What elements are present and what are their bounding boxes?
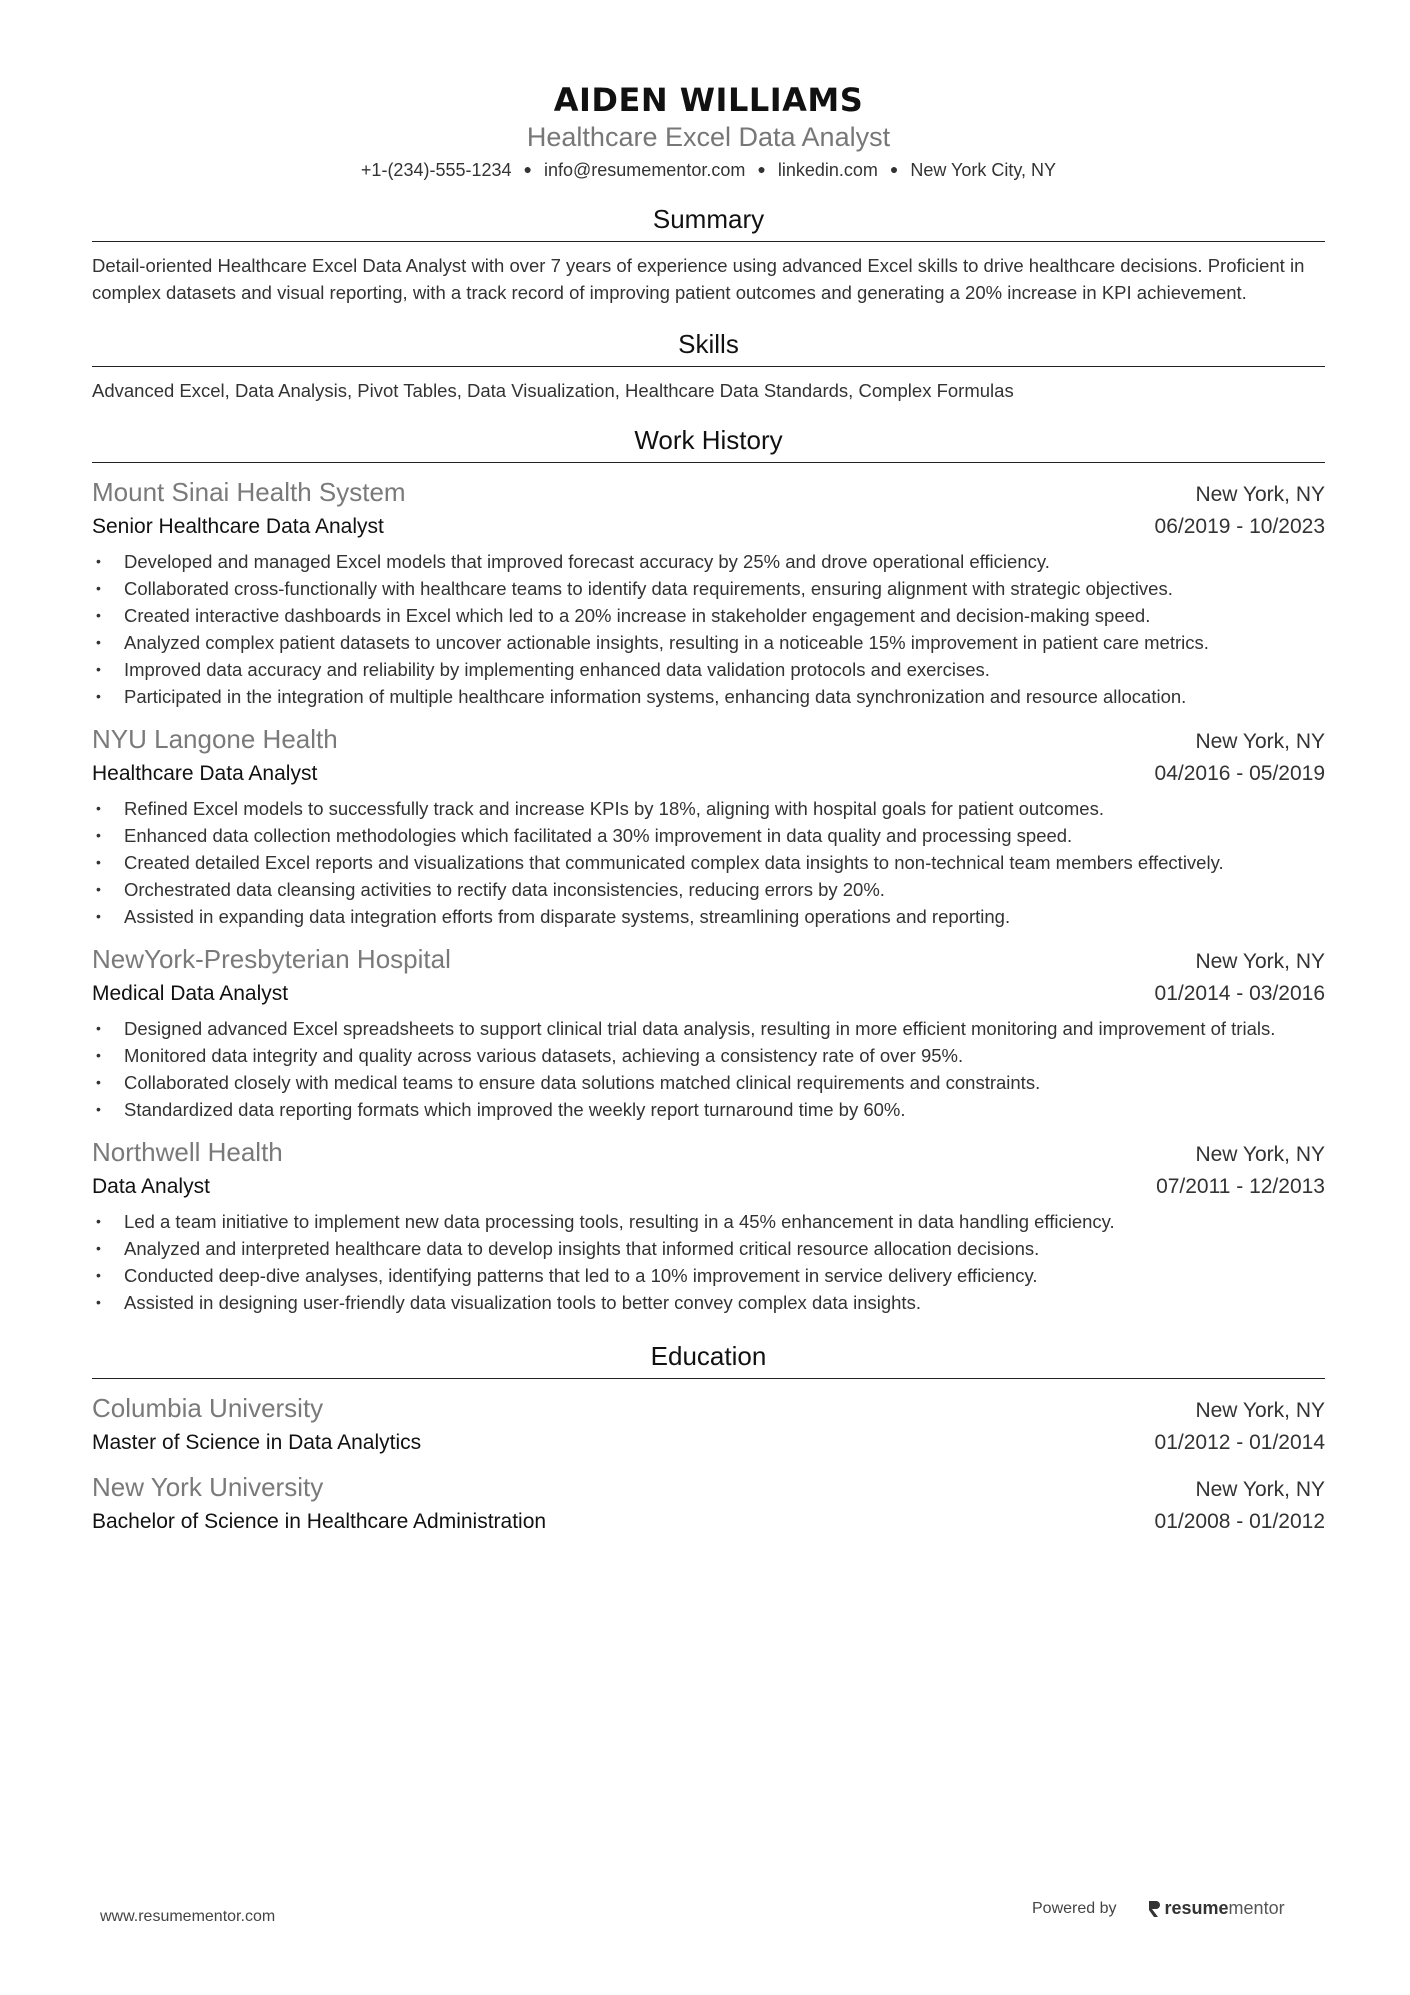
- job-header-row: [92, 1135, 1325, 1172]
- job-dates: 01/2014 - 03/2016: [1154, 982, 1325, 1005]
- job-bullet-list: [92, 1208, 1325, 1316]
- company-name: Northwell Health: [92, 1137, 283, 1167]
- section-title-summary: Summary: [652, 204, 765, 234]
- job-role: Senior Healthcare Data Analyst: [92, 515, 384, 538]
- summary-text: Detail-oriented Healthcare Excel Data Analyst with over 7 years of experience using advanced Excel skills to drive healthcare decisions. Proficient in complex datasets and visual reporting, with a track record of improving patient outcomes and generating a 20% increase in KPI achievement.: [92, 255, 1305, 303]
- job-bullet-list: [92, 795, 1325, 930]
- section-title-education: Education: [650, 1341, 767, 1371]
- contact-email[interactable]: info@resumementor.com: [544, 160, 746, 180]
- bullet-separator: ●: [757, 161, 766, 177]
- candidate-name: AIDEN WILLIAMS: [553, 81, 864, 119]
- job-bullet: [92, 602, 1325, 629]
- bullet-dot: •: [96, 1267, 101, 1283]
- education-dates: 01/2008 - 01/2012: [1154, 1510, 1325, 1533]
- job-bullet-text: Assisted in expanding data integration efforts from disparate systems, streamlining operations and reporting.: [124, 906, 1011, 927]
- job-list: [92, 475, 1325, 1316]
- bullet-dot: •: [96, 827, 101, 843]
- job-bullet-text: Collaborated closely with medical teams to ensure data solutions matched clinical requirements and constraints.: [124, 1072, 1041, 1093]
- job-bullet-text: Improved data accuracy and reliability by implementing enhanced data validation protocols and exercises.: [124, 659, 990, 680]
- education-entry: [92, 1391, 1325, 1458]
- bullet-dot: •: [96, 580, 101, 596]
- bullet-dot: •: [96, 607, 101, 623]
- job-role: Data Analyst: [92, 1175, 210, 1198]
- company-name: NewYork-Presbyterian Hospital: [92, 944, 451, 974]
- job-role-row: [92, 759, 1325, 789]
- job-bullet-text: Developed and managed Excel models that improved forecast accuracy by 25% and drove operational efficiency.: [124, 551, 1050, 572]
- job-entry: [92, 475, 1325, 710]
- powered-by-label: Powered by: [1032, 1899, 1117, 1917]
- job-bullet-text: Collaborated cross-functionally with healthcare teams to identify data requirements, ensuring alignment with strategic objectives.: [124, 578, 1173, 599]
- job-role: Medical Data Analyst: [92, 982, 289, 1005]
- section-title-skills: Skills: [678, 329, 739, 359]
- resumementor-logo[interactable]: [1147, 1898, 1285, 1919]
- job-dates: 06/2019 - 10/2023: [1154, 515, 1325, 538]
- job-dates: 07/2011 - 12/2013: [1156, 1175, 1325, 1198]
- job-bullet: [92, 575, 1325, 602]
- education-dates: 01/2012 - 01/2014: [1154, 1431, 1325, 1454]
- footer-website[interactable]: www.resumementor.com: [100, 1908, 276, 1925]
- bullet-dot: •: [96, 1294, 101, 1310]
- job-bullet: [92, 849, 1325, 876]
- job-bullet: [92, 1208, 1325, 1235]
- bullet-dot: •: [96, 800, 101, 816]
- job-entry: [92, 1135, 1325, 1316]
- section-divider: [92, 462, 1325, 463]
- job-entry: [92, 942, 1325, 1123]
- bullet-dot: •: [96, 661, 101, 677]
- job-bullet: [92, 822, 1325, 849]
- section-divider: [92, 1378, 1325, 1379]
- company-name: Mount Sinai Health System: [92, 477, 406, 507]
- contact-location: New York City, NY: [910, 160, 1057, 180]
- job-bullet: [92, 903, 1325, 930]
- job-bullet: [92, 1042, 1325, 1069]
- logo-text-bold: resume: [1164, 1898, 1229, 1918]
- job-bullet: [92, 795, 1325, 822]
- job-bullet: [92, 1235, 1325, 1262]
- job-bullet: [92, 1262, 1325, 1289]
- job-header-row: [92, 722, 1325, 759]
- bullet-separator: ●: [523, 161, 532, 177]
- job-bullet-text: Assisted in designing user-friendly data visualization tools to better convey complex data insights.: [124, 1292, 921, 1313]
- bullet-dot: •: [96, 1047, 101, 1063]
- job-bullet-text: Led a team initiative to implement new data processing tools, resulting in a 45% enhancement in data handling efficiency.: [124, 1211, 1115, 1232]
- job-role-row: [92, 1172, 1325, 1202]
- degree: Master of Science in Data Analytics: [92, 1431, 422, 1454]
- bullet-dot: •: [96, 854, 101, 870]
- section-divider: [92, 366, 1325, 367]
- school-name: New York University: [92, 1472, 324, 1502]
- company-name: NYU Langone Health: [92, 724, 338, 754]
- skills-section: [92, 328, 1325, 404]
- bullet-dot: •: [96, 688, 101, 704]
- job-bullet-text: Designed advanced Excel spreadsheets to support clinical trial data analysis, resulting in more efficient monitoring and improvement of trials.: [124, 1018, 1276, 1039]
- school-name: Columbia University: [92, 1393, 324, 1423]
- job-bullet-list: [92, 1015, 1325, 1123]
- education-degree-row: [92, 1428, 1325, 1458]
- job-role-row: [92, 979, 1325, 1009]
- bullet-dot: •: [96, 908, 101, 924]
- contact-phone: +1-(234)-555-1234: [360, 160, 512, 180]
- job-bullet: [92, 876, 1325, 903]
- job-bullet-list: [92, 548, 1325, 710]
- job-location: New York, NY: [1195, 483, 1325, 506]
- bullet-dot: •: [96, 1020, 101, 1036]
- bullet-dot: •: [96, 1074, 101, 1090]
- contact-linkedin[interactable]: linkedin.com: [777, 160, 878, 180]
- job-bullet: [92, 683, 1325, 710]
- job-bullet-text: Created interactive dashboards in Excel which led to a 20% increase in stakeholder engagement and decision-making speed.: [124, 605, 1151, 626]
- skills-text: Advanced Excel, Data Analysis, Pivot Tables, Data Visualization, Healthcare Data Standards, Complex Formulas: [92, 380, 1014, 401]
- bullet-dot: •: [96, 1240, 101, 1256]
- degree: Bachelor of Science in Healthcare Administration: [92, 1510, 547, 1533]
- job-location: New York, NY: [1195, 730, 1325, 753]
- job-entry: [92, 722, 1325, 930]
- job-bullet: [92, 1289, 1325, 1316]
- job-header-row: [92, 475, 1325, 512]
- job-bullet-text: Analyzed and interpreted healthcare data to develop insights that informed critical resource allocation decisions.: [124, 1238, 1040, 1259]
- bullet-dot: •: [96, 553, 101, 569]
- job-bullet: [92, 1015, 1325, 1042]
- job-bullet-text: Standardized data reporting formats which improved the weekly report turnaround time by 60%.: [124, 1099, 906, 1120]
- bullet-dot: •: [96, 634, 101, 650]
- job-bullet-text: Conducted deep-dive analyses, identifying patterns that led to a 10% improvement in service delivery efficiency.: [124, 1265, 1038, 1286]
- job-bullet-text: Enhanced data collection methodologies which facilitated a 30% improvement in data quality and processing speed.: [124, 825, 1073, 846]
- job-bullet-text: Analyzed complex patient datasets to uncover actionable insights, resulting in a noticeable 15% improvement in patient care metrics.: [124, 632, 1209, 653]
- education-header-row: [92, 1470, 1325, 1507]
- section-divider: [92, 241, 1325, 242]
- resume-page: [92, 80, 1325, 1537]
- job-bullet: [92, 548, 1325, 575]
- job-location: New York, NY: [1195, 1143, 1325, 1166]
- job-role: Healthcare Data Analyst: [92, 762, 318, 785]
- contact-line: [92, 156, 1325, 183]
- job-bullet: [92, 1069, 1325, 1096]
- job-bullet: [92, 656, 1325, 683]
- work-history-section: [92, 424, 1325, 1316]
- education-degree-row: [92, 1507, 1325, 1537]
- education-list: [92, 1391, 1325, 1537]
- job-bullet-text: Created detailed Excel reports and visualizations that communicated complex data insights to non-technical team members effectively.: [124, 852, 1224, 873]
- footer-branding: [1032, 1898, 1285, 1919]
- job-title: Healthcare Excel Data Analyst: [526, 122, 891, 152]
- resumementor-logo-icon: [1147, 1899, 1161, 1919]
- bullet-dot: •: [96, 1213, 101, 1229]
- education-entry: [92, 1470, 1325, 1537]
- job-bullet-text: Orchestrated data cleansing activities to rectify data inconsistencies, reducing errors by 20%.: [124, 879, 885, 900]
- bullet-dot: •: [96, 1101, 101, 1117]
- job-role-row: [92, 512, 1325, 542]
- bullet-separator: ●: [889, 161, 899, 177]
- job-dates: 04/2016 - 05/2019: [1154, 762, 1325, 785]
- education-header-row: [92, 1391, 1325, 1428]
- job-bullet-text: Refined Excel models to successfully track and increase KPIs by 18%, aligning with hospital goals for patient outcomes.: [124, 798, 1104, 819]
- job-bullet: [92, 1096, 1325, 1123]
- summary-section: [92, 203, 1325, 306]
- section-title-work-history: Work History: [634, 425, 783, 455]
- job-bullet-text: Participated in the integration of multiple healthcare information systems, enhancing data synchronization and resource allocation.: [124, 686, 1187, 707]
- job-location: New York, NY: [1195, 950, 1325, 973]
- job-header-row: [92, 942, 1325, 979]
- job-bullet: [92, 629, 1325, 656]
- bullet-dot: •: [96, 881, 101, 897]
- school-location: New York, NY: [1195, 1478, 1325, 1501]
- logo-text-light: mentor: [1228, 1898, 1285, 1918]
- education-section: [92, 1340, 1325, 1537]
- school-location: New York, NY: [1195, 1399, 1325, 1422]
- job-bullet-text: Monitored data integrity and quality across various datasets, achieving a consistency rate of over 95%.: [124, 1045, 964, 1066]
